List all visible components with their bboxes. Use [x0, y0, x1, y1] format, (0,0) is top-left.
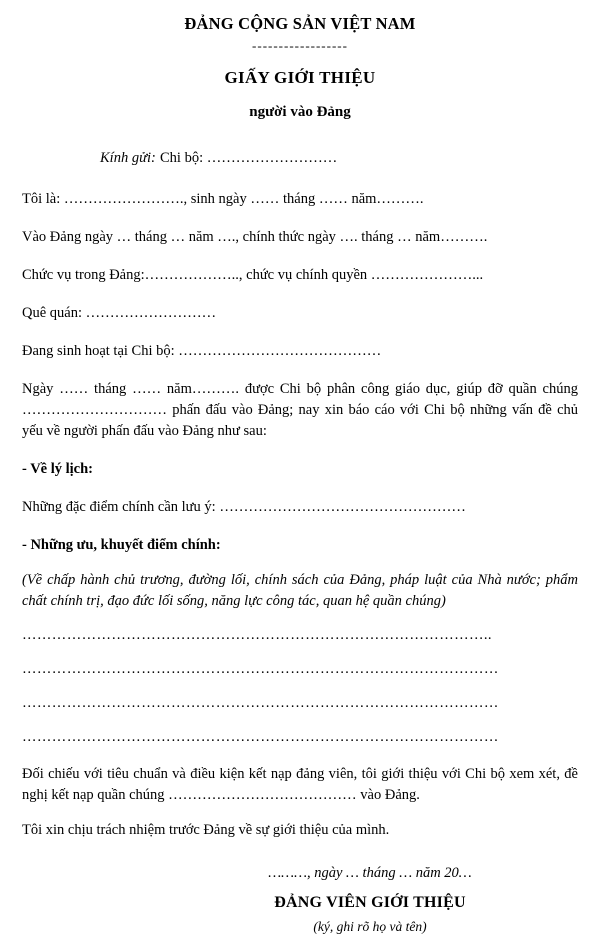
- blank-line-1: …………………………………………………………………………………..: [22, 627, 492, 644]
- signature-block: [22, 863, 578, 936]
- field-line-hometown: Quê quán: ………………………: [22, 305, 217, 322]
- recipient-value: Chi bộ: ………………………: [160, 150, 338, 167]
- recipient-row: [22, 148, 578, 169]
- responsibility-paragraph: Tôi xin chịu trách nhiệm trước Đảng về sự giới thiệu của mình.: [22, 822, 390, 839]
- page-title: GIẤY GIỚI THIỆU: [224, 67, 376, 87]
- page-subtitle: người vào Đảng: [249, 104, 351, 121]
- field-line-name-dob: Tôi là: ……………………., sinh ngày …… tháng …… năm……….: [22, 191, 424, 208]
- field-line-current-cell: Đang sinh hoạt tại Chi bộ: ……………………………………: [22, 343, 382, 360]
- section-resume-title: - Về lý lịch:: [22, 461, 94, 478]
- section-merits-title: - Những ưu, khuyết điểm chính:: [22, 537, 221, 554]
- party-title: ĐẢNG CỘNG SẢN VIỆT NAM: [184, 14, 416, 33]
- signature-date: ………, ngày … tháng … năm 20…: [268, 865, 472, 882]
- signature-hint: (ký, ghi rõ họ và tên): [313, 918, 427, 934]
- assignment-paragraph: Ngày …… tháng …… năm………. được Chi bộ phân công giáo dục, giúp đỡ quần chúng ………………………… phấn đấu vào Đảng; nay xin báo cáo với Chi bộ những vấn đề chủ yếu về người phấn đấu vào Đảng như sau:: [22, 381, 578, 440]
- section-resume-line: Những đặc điểm chính cần lưu ý: ……………………………………………: [22, 499, 466, 516]
- blank-line-2: ……………………………………………………………………………………: [22, 661, 499, 678]
- recipient-label: Kính gửi:: [100, 150, 156, 167]
- field-line-positions: Chức vụ trong Đảng:……………….., chức vụ chính quyền …………………...: [22, 267, 484, 284]
- field-line-party-join-date: Vào Đảng ngày … tháng … năm …., chính thức ngày …. tháng … năm……….: [22, 229, 488, 246]
- blank-line-4: ……………………………………………………………………………………: [22, 729, 499, 746]
- blank-line-3: ……………………………………………………………………………………: [22, 695, 499, 712]
- title-divider: ------------------: [252, 37, 348, 53]
- signature-title: ĐẢNG VIÊN GIỚI THIỆU: [274, 893, 466, 911]
- recommendation-paragraph: Đối chiếu với tiêu chuẩn và điều kiện kết nạp đảng viên, tôi giới thiệu với Chi bộ xem xét, đề nghị kết nạp quần chúng ………………………………… vào Đảng.: [22, 766, 578, 804]
- section-merits-note: (Về chấp hành chủ trương, đường lối, chính sách của Đảng, pháp luật của Nhà nước; phẩm chất chính trị, đạo đức lối sống, năng lực công tác, quan hệ quần chúng): [22, 572, 578, 610]
- fields-block: [22, 189, 578, 362]
